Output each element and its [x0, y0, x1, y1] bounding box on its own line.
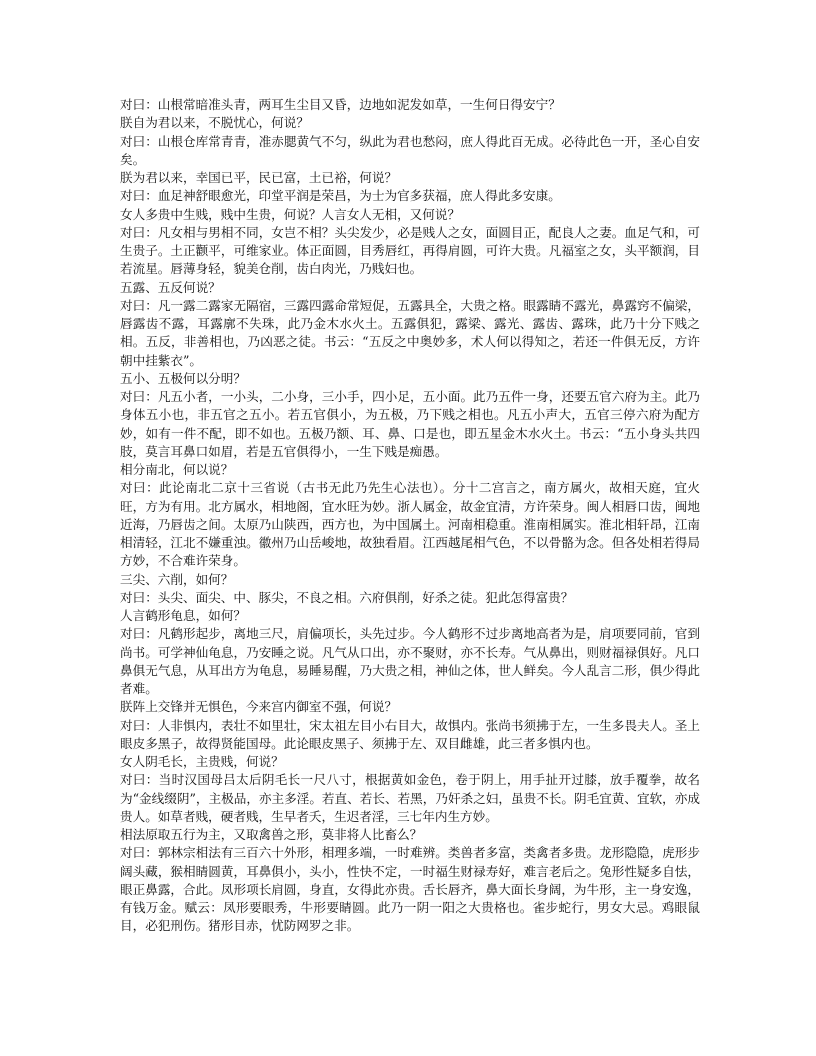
paragraph: 对曰：凡五小者，一小头，二小身，三小手，四小足，五小面。此乃五件一身，还要五官六府为主。此乃身体五小也，非五官之五小。若五官俱小，为五极，乃下贱之相也。凡五小声大，五官三停六府为配方妙，如有一件不配，即不如也。五极乃额、耳、鼻、口是也，即五星金木水火土。书云：“五小身头共四肢，莫言耳鼻口如眉，若是五官俱得小，一生下贱是痴愚。 — [120, 389, 700, 459]
paragraph: 五小、五极何以分明？ — [120, 370, 246, 386]
paragraph: 对曰：当时汉国母吕太后阴毛长一尺八寸，根据黄如金色，卷于阴上，用手扯开过膝，放手覆拳，故名为“金线缀阴”，主极品，亦主多淫。若直、若长、若黑，乃奸杀之妇，虽贵不长。阴毛宜黄、宜软，亦成贵人。如草者贱，硬者贱，生早者夭，生迟者淫，三七年内生方妙。 — [120, 772, 700, 824]
paragraph: 朕为君以来，幸国已平，民已富，土已裕，何说？ — [120, 170, 398, 185]
paragraph: 对曰：凡鹤形起步，离地三尺，肩偏项长，头先过步。今人鹤形不过步离地高者为是，肩项要同前，官到尚书。可学神仙龟息，乃安睡之说。凡气从口出，亦不聚财，亦不长寿。气从鼻出，则财福禄俱好。凡口鼻俱无气息，从耳出方为龟息，易睡易醒，乃大贵之相，神仙之体，世人鲜矣。今人乱言二形，俱少得此者难。 — [120, 626, 700, 696]
paragraph: 朕自为君以来，不脱忧心，何说？ — [120, 115, 309, 131]
paragraph: 对曰：人非惧内，表壮不如里壮，宋太祖左目小右目大，故惧内。张尚书须拂于左，一生多畏夫人。圣上眼皮多黑子，故得贤能国母。此论眼皮黑子、须拂于左、双目雌雄，此三者多惧内也。 — [120, 717, 700, 751]
document-body — [120, 96, 700, 936]
paragraph: 人言鹤形龟息，如何？ — [120, 608, 246, 623]
paragraph: 相法原取五行为主，又取禽兽之形，莫非将人比畜么？ — [120, 827, 423, 842]
paragraph: 朕阵上交锋并无惧色，今来宫内御室不强，何说？ — [120, 699, 398, 715]
paragraph: 对曰：山根常暗准头青，两耳生尘目又昏，边地如泥发如草，一生何日得安宁？ — [120, 97, 561, 112]
paragraph: 对曰：山根仓库常青青，准赤腮黄气不匀，纵此为君也愁闷，庶人得此百无成。必待此色一开，圣心自安矣。 — [120, 133, 700, 167]
paragraph: 对曰：血足神舒眼愈光，印堂平润是荣昌，为士为官多获福，庶人得此多安康。 — [120, 188, 561, 204]
paragraph: 对曰：凡女相与男相不同，女岂不相？头尖发少，必是贱人之女，面圆目正，配良人之妻。血足气和，可生贵子。土正颧平，可维家业。体正面圆，目秀唇红，再得肩圆，可许大贵。凡福室之女，头平额润，目若流星。唇薄身轻，貌美仓削，齿白肉光，乃贱妇也。 — [120, 224, 700, 277]
paragraph: 对曰：凡一露二露家无隔宿，三露四露命常短促，五露具全，大贵之格。眼露睛不露光，鼻露窍不偏梁，唇露齿不露，耳露廓不失珠，此乃金木水火土。五露俱犯，露梁、露光、露齿、露珠，此乃十分下贱之相。五反，非善相也，乃凶恶之徒。书云：“五反之中奥妙多，术人何以得知之，若还一件俱无反，方许朝中挂紫衣”。 — [120, 297, 700, 368]
paragraph: 三尖、六削，如何？ — [120, 571, 234, 587]
paragraph: 相分南北，何以说？ — [120, 462, 234, 477]
paragraph: 对曰：此论南北二京十三省说（古书无此乃先生心法也）。分十二宫言之，南方属火，故相天庭，宜火旺，方为有用。北方属水，相地阁，宜水旺为妙。浙人属金，故金宜清，方许荣身。闽人相唇口齿，闽地近海，乃唇齿之间。太原乃山陕西，西方也，为中国属土。河南相稳重。淮南相属实。淮北相轩昂，江南相清轻，江北不嫌重浊。徽州乃山岳峻地，故独看眉。江西越尾相气色，不以骨骼为念。但各处相若得局方妙，不合难许荣身。 — [120, 480, 700, 569]
paragraph: 对曰：郭林宗相法有三百六十外形，相理多端，一时难辨。类兽者多富，类禽者多贵。龙形隐隐，虎形步阔头藏，猴相睛圆黄，耳鼻俱小，头小，性快不定，一时福生财禄寿好，难言老后之。兔形性疑多自怯，眼正鼻露，合此。凤形项长肩圆，身直，女得此亦贵。舌长唇齐，鼻大面长身阔，为牛形，主一身安逸，有钱万金。赋云：凤形要眼秀，牛形要睛圆。此乃一阴一阳之大贵格也。雀步蛇行，男女大忌。鸡眼鼠目，必犯刑伤。猪形目赤，忧防网罗之非。 — [120, 845, 700, 934]
paragraph: 五露、五反何说？ — [120, 279, 221, 295]
paragraph: 女人阴毛长，主贵贱，何说？ — [120, 754, 284, 769]
paragraph: 对曰：头尖、面尖、中、豚尖，不良之相。六府俱削，好杀之徒。犯此怎得富贵？ — [120, 589, 574, 605]
paragraph: 女人多贵中生贱，贱中生贵，何说？人言女人无相，又何说？ — [120, 206, 461, 222]
